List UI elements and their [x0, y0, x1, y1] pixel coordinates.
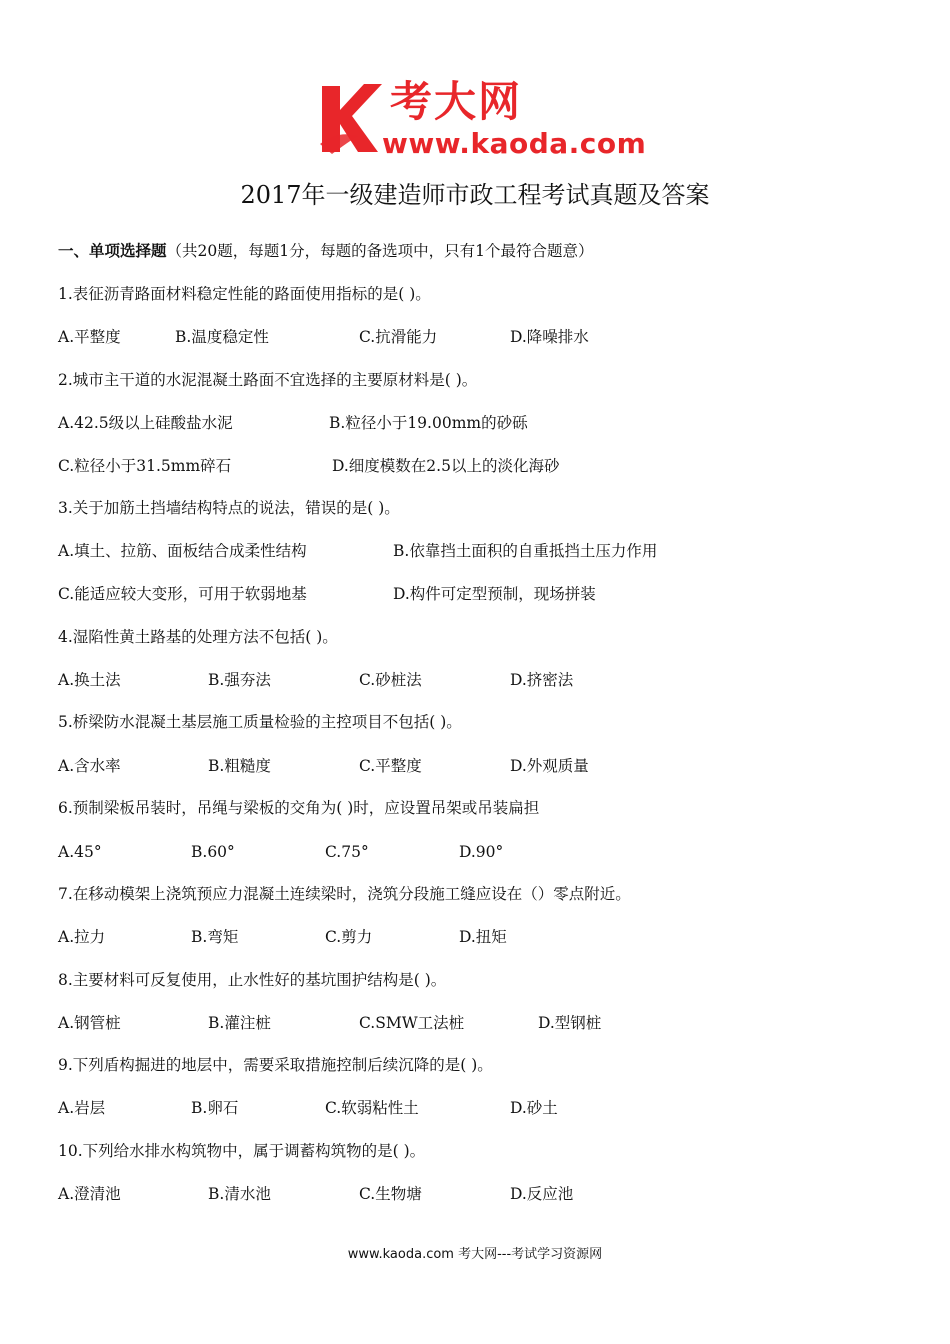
question-stem: 2.城市主干道的水泥混凝土路面不宜选择的主要原材料是( )。: [58, 371, 478, 389]
option-d: D.反应池: [510, 1185, 574, 1203]
page-footer: www.kaoda.com 考大网---考试学习资源网: [347, 1247, 603, 1262]
option-b: B.粒径小于19.00mm的砂砾: [329, 414, 528, 432]
option-c: C.抗滑能力: [359, 328, 438, 346]
option-a: A.澄清池: [58, 1185, 121, 1203]
option-d: D.细度模数在2.5以上的淡化海砂: [332, 457, 560, 475]
option-c: C.生物塘: [359, 1185, 422, 1203]
option-a: A.含水率: [58, 757, 121, 775]
option-c: C.能适应较大变形，可用于软弱地基: [58, 585, 307, 603]
option-b: B.粗糙度: [208, 757, 271, 775]
option-a: A.拉力: [58, 928, 106, 946]
question-stem: 7.在移动模架上浇筑预应力混凝土连续梁时，浇筑分段施工缝应设在（）零点附近。: [58, 885, 631, 903]
option-d: D.90°: [459, 843, 504, 861]
option-d: D.型钢桩: [538, 1014, 602, 1032]
question-stem: 9.下列盾构掘进的地层中，需要采取措施控制后续沉降的是( )。: [58, 1056, 493, 1074]
option-c: C.粒径小于31.5mm碎石: [58, 457, 232, 475]
option-b: B.清水池: [208, 1185, 271, 1203]
option-d: D.挤密法: [510, 671, 574, 689]
option-c: C.75°: [325, 843, 369, 861]
option-a: A.平整度: [58, 328, 121, 346]
option-a: A.钢管桩: [58, 1014, 121, 1032]
logo-brand-text: 考大网: [390, 77, 523, 126]
logo-url-text: www.kaoda.com: [382, 127, 647, 160]
option-b: B.灌注桩: [208, 1014, 271, 1032]
option-a: A.填土、拉筋、面板结合成柔性结构: [58, 542, 307, 560]
kaoda-logo: [318, 77, 647, 162]
question-stem: 4.湿陷性黄土路基的处理方法不包括( )。: [58, 628, 338, 646]
question-stem: 6.预制梁板吊装时，吊绳与梁板的交角为( )时，应设置吊架或吊装扁担: [58, 799, 540, 817]
option-d: D.构件可定型预制，现场拼装: [393, 585, 596, 603]
option-a: A.45°: [58, 843, 102, 861]
option-b: B.强夯法: [208, 671, 271, 689]
k-logo-icon: [318, 80, 384, 154]
option-c: C.平整度: [359, 757, 422, 775]
option-d: D.降噪排水: [510, 328, 589, 346]
option-a: A.岩层: [58, 1099, 106, 1117]
option-d: D.砂土: [510, 1099, 558, 1117]
page-title: 2017年一级建造师市政工程考试真题及答案: [240, 181, 710, 209]
option-a: A.42.5级以上硅酸盐水泥: [58, 414, 233, 432]
section-heading: [58, 240, 593, 262]
option-b: B.60°: [191, 843, 235, 861]
section-heading-label: 一、单项选择题: [58, 241, 167, 260]
option-a: A.换土法: [58, 671, 121, 689]
option-c: C.砂桩法: [359, 671, 422, 689]
option-c: C.剪力: [325, 928, 373, 946]
option-c: C.软弱粘性土: [325, 1099, 419, 1117]
question-stem: 1.表征沥青路面材料稳定性能的路面使用指标的是( )。: [58, 285, 431, 303]
option-b: B.依靠挡土面积的自重抵挡土压力作用: [393, 542, 658, 560]
option-b: B.卵石: [191, 1099, 239, 1117]
question-stem: 3.关于加筋土挡墙结构特点的说法，错误的是( )。: [58, 499, 400, 517]
question-stem: 5.桥梁防水混凝土基层施工质量检验的主控项目不包括( )。: [58, 713, 462, 731]
section-heading-note: （共20题，每题1分，每题的备选项中，只有1个最符合题意）: [166, 242, 594, 260]
question-stem: 8.主要材料可反复使用，止水性好的基坑围护结构是( )。: [58, 971, 447, 989]
option-b: B.弯矩: [191, 928, 239, 946]
question-stem: 10.下列给水排水构筑物中，属于调蓄构筑物的是( )。: [58, 1142, 426, 1160]
option-c: C.SMW工法桩: [359, 1014, 465, 1032]
option-d: D.扭矩: [459, 928, 507, 946]
option-d: D.外观质量: [510, 757, 589, 775]
option-b: B.温度稳定性: [175, 328, 269, 346]
